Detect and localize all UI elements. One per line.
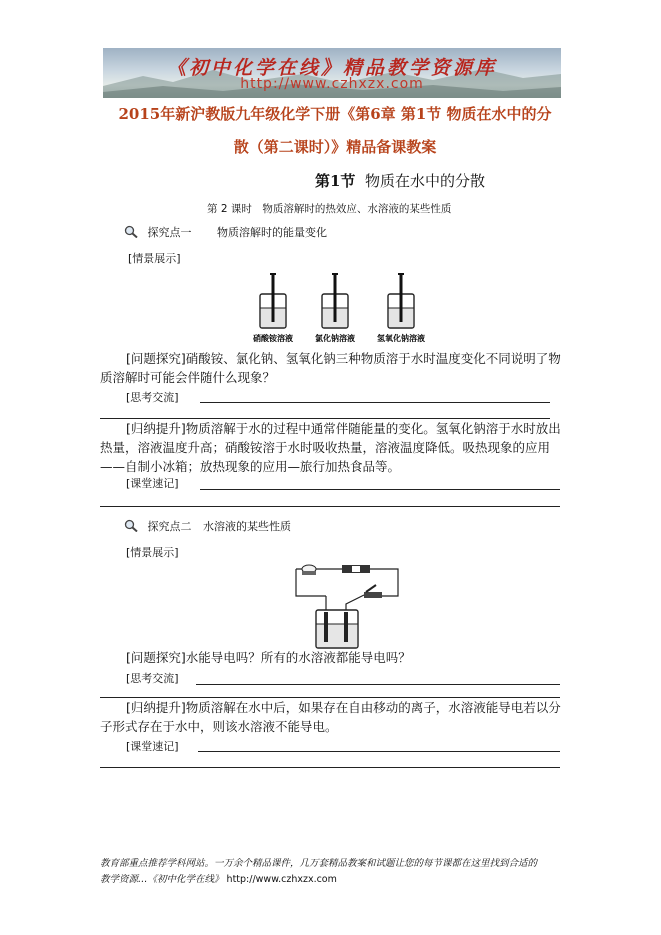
explore-point-text: 物质溶解时的能量变化 bbox=[217, 226, 327, 239]
think-label: [思考交流] bbox=[126, 391, 179, 404]
switch-icon bbox=[364, 585, 382, 598]
beaker-label: 氯化钠溶液 bbox=[315, 334, 355, 343]
notes-line[interactable] bbox=[100, 506, 560, 507]
scenario-label: [情景展示] bbox=[126, 546, 179, 559]
question-block bbox=[100, 349, 563, 387]
beaker-3 bbox=[388, 274, 414, 328]
beaker-1 bbox=[260, 274, 286, 328]
section-title bbox=[315, 170, 485, 191]
summary-text: 物质溶解于水的过程中通常伴随能量的变化。氢氧化钠溶于水时放出热量，溶液温度升高；硝酸铵溶于水时吸收热量，溶液温度降低。吸热现象的应用——自制小冰箱；放热现象的应用—旅行加热食品等。 bbox=[100, 421, 561, 474]
doc-title-line1: 2015年新沪教版九年级化学下册《第6章 第1节 物质在水中的分 bbox=[118, 105, 552, 123]
notes-line[interactable] bbox=[198, 751, 560, 752]
banner-url[interactable]: http://www.czhxzx.com bbox=[240, 76, 424, 92]
section-name: 物质在水中的分散 bbox=[364, 172, 485, 190]
beaker-2 bbox=[322, 274, 348, 328]
beaker-with-electrodes bbox=[316, 610, 358, 648]
bulb-icon bbox=[302, 565, 316, 575]
think-label: [思考交流] bbox=[126, 672, 179, 685]
notes-line[interactable] bbox=[200, 489, 560, 490]
section-number: 第1节 bbox=[315, 172, 356, 190]
answer-line[interactable] bbox=[196, 684, 560, 685]
notes-label: [课堂速记] bbox=[126, 740, 179, 753]
doc-title-line2: 散（第二课时）》精品备课教案 bbox=[233, 138, 437, 156]
header-banner bbox=[103, 48, 561, 98]
footer-line2 bbox=[100, 872, 570, 888]
summary-label: [归纳提升] bbox=[126, 700, 186, 715]
footer-line1: 教育部重点推荐学科网站。一万余个精品课件，几万套精品教案和试题让您的每节课都在这里找到合适的 bbox=[100, 858, 538, 869]
summary-block bbox=[100, 698, 563, 736]
magnifier-icon bbox=[124, 225, 138, 238]
question-label: [问题探究] bbox=[126, 351, 186, 366]
summary-text: 物质溶解在水中后，如果存在自由移动的离子，水溶液能导电若以分子形式存在于水中，则该水溶液不能导电。 bbox=[100, 700, 561, 734]
question-text: 水能导电吗？所有的水溶液都能导电吗？ bbox=[185, 650, 411, 665]
explore-point-1-heading bbox=[124, 224, 327, 240]
notes-label: [课堂速记] bbox=[126, 477, 179, 490]
explore-point-text: 水溶液的某些性质 bbox=[203, 520, 291, 533]
explore-point-2-heading bbox=[124, 518, 291, 534]
question-text: 硝酸铵、氯化钠、氢氧化钠三种物质溶于水时温度变化不同说明了物质溶解时可能会伴随什么现象？ bbox=[100, 351, 561, 385]
magnifier-icon bbox=[124, 519, 138, 532]
beaker-label: 氢氧化钠溶液 bbox=[377, 334, 425, 343]
conductivity-circuit-illustration bbox=[286, 558, 404, 652]
footer bbox=[100, 856, 570, 888]
banner-title: 《初中化学在线》精品教学资源库 bbox=[166, 57, 497, 79]
beakers-illustration bbox=[250, 272, 440, 344]
notes-line[interactable] bbox=[100, 767, 560, 768]
lesson-subtitle: 第 2 课时 物质溶解时的热效应、水溶液的某些性质 bbox=[207, 203, 452, 215]
explore-point-label: 探究点二 bbox=[147, 520, 192, 533]
summary-label: [归纳提升] bbox=[126, 421, 186, 436]
footer-url[interactable]: http://www.czhxzx.com bbox=[226, 874, 337, 885]
footer-line2-text: 教学资源…《初中化学在线》 bbox=[100, 874, 224, 885]
question-label: [问题探究] bbox=[126, 650, 186, 665]
scenario-label: [情景展示] bbox=[128, 252, 181, 265]
answer-line[interactable] bbox=[200, 402, 550, 403]
question-block bbox=[126, 648, 411, 667]
summary-block bbox=[100, 419, 563, 476]
battery-icon bbox=[342, 565, 370, 573]
beaker-label: 硝酸铵溶液 bbox=[253, 334, 293, 343]
explore-point-label: 探究点一 bbox=[147, 226, 192, 239]
